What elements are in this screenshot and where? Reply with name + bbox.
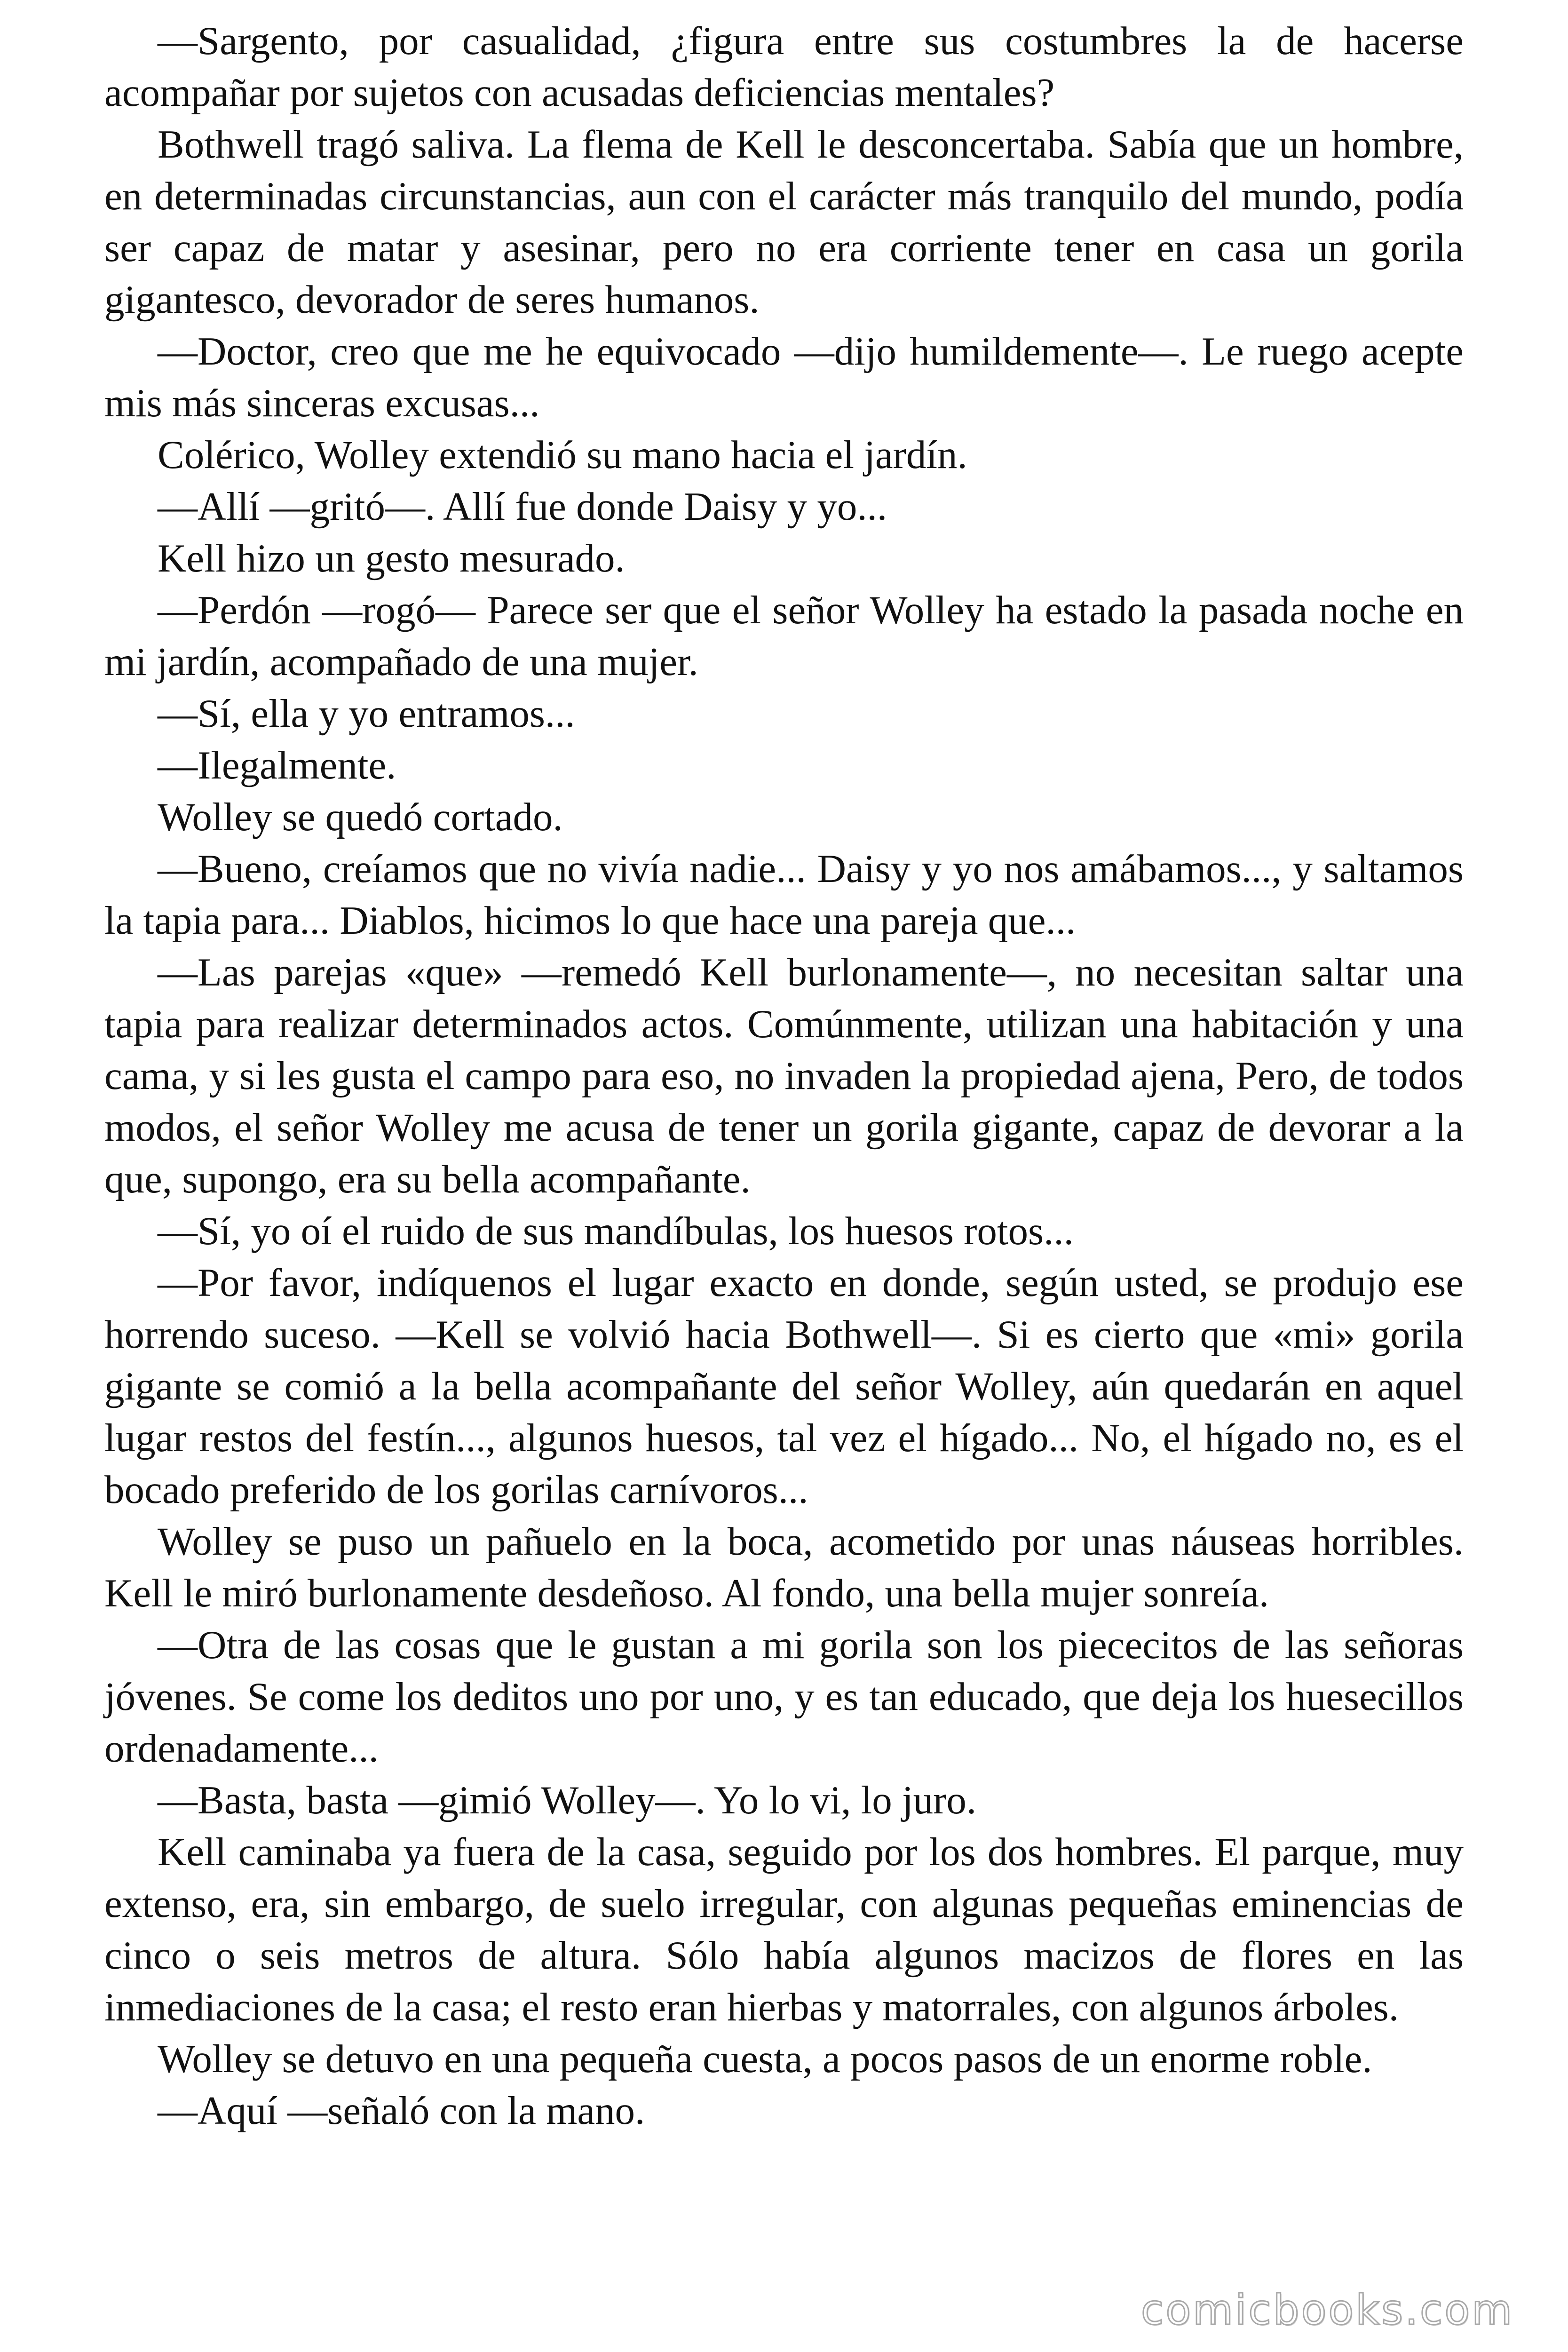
paragraph: Wolley se puso un pañuelo en la boca, acometido por unas náuseas horribles. Kell le miró burlonamente desdeñoso. Al fondo, una bella mujer sonreía. xyxy=(104,1519,1464,1615)
paragraph: Wolley se quedó cortado. xyxy=(158,795,563,839)
paragraph: —Sí, ella y yo entramos... xyxy=(158,691,575,736)
paragraph: —Ilegalmente. xyxy=(158,743,396,787)
paragraph: Kell hizo un gesto mesurado. xyxy=(158,536,625,580)
paragraph: Kell caminaba ya fuera de la casa, seguido por los dos hombres. El parque, muy extenso, era, sin embargo, de suelo irregular, con algunas pequeñas eminencias de cinco o seis metros de altura. Sólo había algunos macizos de flores en las inmediaciones de la casa; el resto eran hierbas y matorrales, con algunos árboles. xyxy=(104,1830,1464,2029)
paragraph: Wolley se detuvo en una pequeña cuesta, a pocos pasos de un enorme roble. xyxy=(158,2037,1372,2081)
watermark-text: comicbooks.com xyxy=(1140,2286,1514,2334)
paragraph: —Otra de las cosas que le gustan a mi gorila son los piececitos de las señoras jóvenes. Se come los deditos uno por uno, y es tan educado, que deja los huesecillos ordenadamente... xyxy=(104,1623,1464,1771)
paragraph: —Perdón —rogó— Parece ser que el señor Wolley ha estado la pasada noche en mi jardín, acompañado de una mujer. xyxy=(104,588,1464,684)
paragraph: Colérico, Wolley extendió su mano hacia el jardín. xyxy=(158,433,967,477)
paragraph: Bothwell tragó saliva. La flema de Kell le desconcertaba. Sabía que un hombre, en determinadas circunstancias, aun con el carácter más tranquilo del mundo, podía ser capaz de matar y asesinar, pero no era corriente tener en casa un gorila gigantesco, devorador de seres humanos. xyxy=(104,122,1464,322)
paragraph: —Por favor, indíquenos el lugar exacto en donde, según usted, se produjo ese horrendo suceso. —Kell se volvió hacia Bothwell—. Si es cierto que «mi» gorila gigante se comió a la bella acompañante del señor Wolley, aún quedarán en aquel lugar restos del festín..., algunos huesos, tal vez el hígado... No, el hígado no, es el bocado preferido de los gorilas carnívoros... xyxy=(104,1261,1464,1512)
paragraph: —Sí, yo oí el ruido de sus mandíbulas, los huesos rotos... xyxy=(158,1209,1074,1253)
page-body xyxy=(104,15,1464,2137)
paragraph: —Basta, basta —gimió Wolley—. Yo lo vi, lo juro. xyxy=(158,1778,977,1822)
paragraph: —Aquí —señaló con la mano. xyxy=(158,2089,645,2133)
paragraph: —Allí —gritó—. Allí fue donde Daisy y yo... xyxy=(158,485,887,529)
paragraph: —Las parejas «que» —remedó Kell burlonamente—, no necesitan saltar una tapia para realizar determinados actos. Comúnmente, utilizan una habitación y una cama, y si les gusta el campo para eso, no invaden la propiedad ajena, Pero, de todos modos, el señor Wolley me acusa de tener un gorila gigante, capaz de devorar a la que, supongo, era su bella acompañante. xyxy=(104,950,1464,1201)
paragraph: —Bueno, creíamos que no vivía nadie... Daisy y yo nos amábamos..., y saltamos la tapia para... Diablos, hicimos lo que hace una pareja que... xyxy=(104,847,1464,943)
paragraph: —Sargento, por casualidad, ¿figura entre sus costumbres la de hacerse acompañar por sujetos con acusadas deficiencias mentales? xyxy=(104,19,1464,115)
paragraph: —Doctor, creo que me he equivocado —dijo humildemente—. Le ruego acepte mis más sinceras excusas... xyxy=(104,329,1464,425)
